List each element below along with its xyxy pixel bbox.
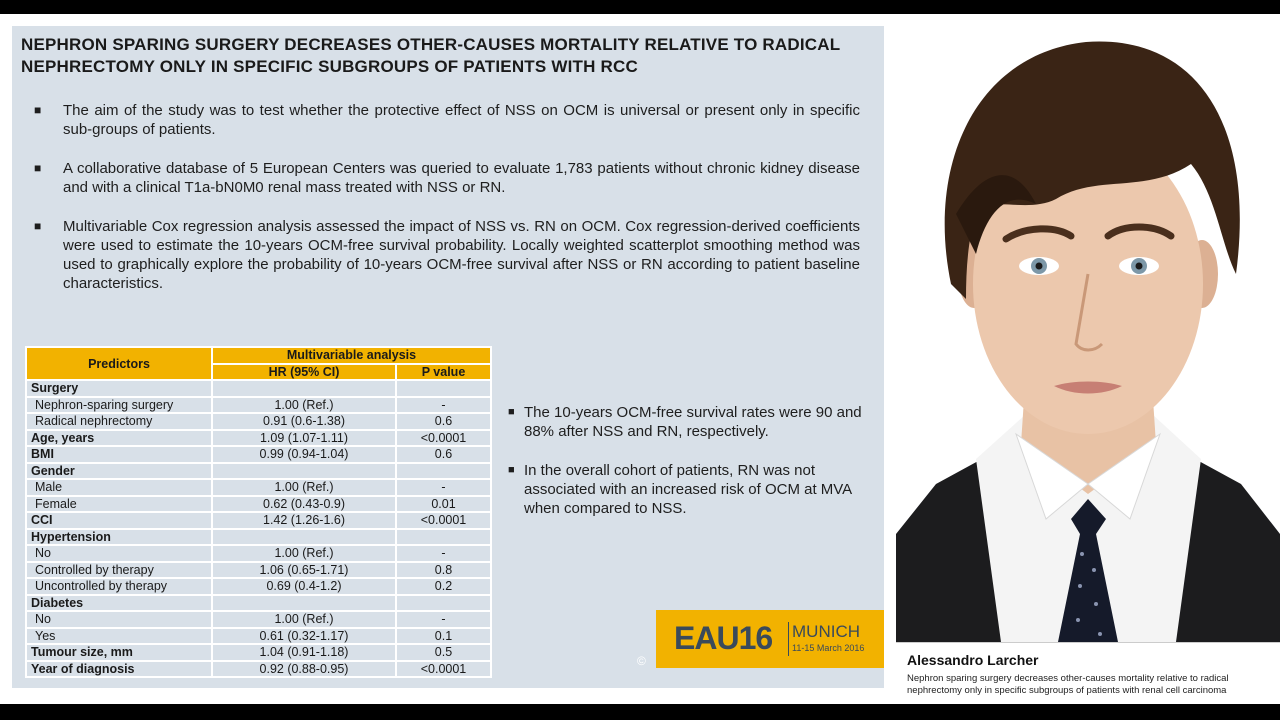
table-row [26, 595, 491, 612]
logo-city: MUNICH [792, 622, 860, 641]
presenter-name: Alessandro Larcher [907, 652, 1039, 668]
video-frame [0, 14, 1280, 704]
hr-cell [212, 529, 396, 546]
predictor-cell: Diabetes [26, 595, 212, 612]
small-square-bullet-icon: ■ [508, 464, 515, 476]
predictor-cell: No [26, 611, 212, 628]
predictor-cell: CCI [26, 512, 212, 529]
table-row [26, 578, 491, 595]
hr-cell: 1.00 (Ref.) [212, 611, 396, 628]
multivariable-analysis-table [25, 346, 492, 678]
table-row [26, 545, 491, 562]
result-text: In the overall cohort of patients, RN was not associated with an increased risk of OCM at MVA when compared to NSS. [524, 462, 852, 517]
header-multivariable-analysis: Multivariable analysis [212, 347, 491, 364]
hr-cell: 0.69 (0.4-1.2) [212, 578, 396, 595]
predictor-cell: Radical nephrectomy [26, 413, 212, 430]
predictor-cell: Year of diagnosis [26, 661, 212, 678]
p-value-cell [396, 463, 491, 480]
p-value-cell [396, 380, 491, 397]
square-bullet-icon: ■ [34, 103, 42, 117]
table-row [26, 562, 491, 579]
logo-dates: 11-15 March 2016 [792, 643, 865, 653]
p-value-cell: <0.0001 [396, 430, 491, 447]
predictor-cell: Surgery [26, 380, 212, 397]
p-value-cell: - [396, 611, 491, 628]
hr-cell: 1.06 (0.65-1.71) [212, 562, 396, 579]
p-value-cell [396, 595, 491, 612]
presenter-portrait-image [896, 14, 1280, 642]
bullet-item [34, 101, 860, 139]
table-row [26, 413, 491, 430]
table-row [26, 430, 491, 447]
table-row [26, 529, 491, 546]
p-value-cell: 0.01 [396, 496, 491, 513]
predictor-cell: Male [26, 479, 212, 496]
predictor-cell: No [26, 545, 212, 562]
intro-bullet-list [34, 101, 860, 313]
hr-cell: 0.99 (0.94-1.04) [212, 446, 396, 463]
table-row [26, 380, 491, 397]
predictor-cell: Yes [26, 628, 212, 645]
copyright-mark: © [637, 654, 646, 668]
logo-divider [788, 622, 789, 656]
table-row [26, 628, 491, 645]
square-bullet-icon: ■ [34, 219, 42, 233]
table-row [26, 463, 491, 480]
bullet-item [34, 159, 860, 197]
hr-cell: 1.00 (Ref.) [212, 397, 396, 414]
p-value-cell: 0.6 [396, 413, 491, 430]
table-row [26, 611, 491, 628]
results-bullet-list [508, 403, 868, 538]
predictor-cell: Tumour size, mm [26, 644, 212, 661]
p-value-cell: 0.5 [396, 644, 491, 661]
presenter-caption [896, 642, 1280, 704]
header-predictors: Predictors [26, 347, 212, 380]
hr-cell: 1.04 (0.91-1.18) [212, 644, 396, 661]
presenter-photo [896, 14, 1280, 642]
table-row [26, 479, 491, 496]
p-value-cell: 0.1 [396, 628, 491, 645]
p-value-cell: 0.2 [396, 578, 491, 595]
result-item [508, 461, 868, 518]
hr-cell: 0.91 (0.6-1.38) [212, 413, 396, 430]
hr-cell: 1.42 (1.26-1.6) [212, 512, 396, 529]
p-value-cell: <0.0001 [396, 512, 491, 529]
presentation-slide [12, 26, 884, 688]
hr-cell: 1.00 (Ref.) [212, 479, 396, 496]
predictor-cell: Female [26, 496, 212, 513]
bullet-item [34, 217, 860, 293]
predictor-cell: Hypertension [26, 529, 212, 546]
logo-eau-text: EAU16 [674, 620, 773, 656]
table-row [26, 661, 491, 678]
table-row [26, 644, 491, 661]
bullet-text: Multivariable Cox regression analysis assessed the impact of NSS vs. RN on OCM. Cox regression-derived coefficients were used to estimate the 10-years OCM-free survival probability. Locally weighted scatterplot smoothing method was used to graphically explore the probability of 10-years OCM-free survival after NSS or RN according to patient baseline characteristics. [63, 218, 860, 292]
hr-cell: 0.61 (0.32-1.17) [212, 628, 396, 645]
table-row [26, 397, 491, 414]
table-row [26, 512, 491, 529]
p-value-cell: <0.0001 [396, 661, 491, 678]
hr-cell [212, 595, 396, 612]
predictor-cell: Controlled by therapy [26, 562, 212, 579]
bullet-text: A collaborative database of 5 European Centers was queried to evaluate 1,783 patients without chronic kidney disease and with a clinical T1a-bN0M0 renal mass treated with NSS or RN. [63, 160, 860, 196]
header-hr: HR (95% CI) [212, 364, 396, 381]
bullet-text: The aim of the study was to test whether the protective effect of NSS on OCM is universal or present only in specific sub-groups of patients. [63, 102, 860, 138]
header-p-value: P value [396, 364, 491, 381]
p-value-cell [396, 529, 491, 546]
predictor-cell: Gender [26, 463, 212, 480]
result-text: The 10-years OCM-free survival rates were 90 and 88% after NSS and RN, respectively. [524, 404, 862, 440]
p-value-cell: - [396, 397, 491, 414]
hr-cell: 0.62 (0.43-0.9) [212, 496, 396, 513]
slide-title: NEPHRON SPARING SURGERY DECREASES OTHER-CAUSES MORTALITY RELATIVE TO RADICAL NEPHRECTOMY ONLY IN SPECIFIC SUBGROUPS OF PATIENTS WITH RCC [21, 35, 840, 76]
eau16-munich-logo [656, 610, 884, 668]
predictor-cell: Uncontrolled by therapy [26, 578, 212, 595]
predictor-cell: BMI [26, 446, 212, 463]
result-item [508, 403, 868, 441]
hr-cell [212, 380, 396, 397]
p-value-cell: 0.6 [396, 446, 491, 463]
square-bullet-icon: ■ [34, 161, 42, 175]
table-row [26, 496, 491, 513]
hr-cell: 0.92 (0.88-0.95) [212, 661, 396, 678]
p-value-cell: - [396, 479, 491, 496]
table-row [26, 446, 491, 463]
table-body [26, 380, 491, 677]
predictor-cell: Age, years [26, 430, 212, 447]
small-square-bullet-icon: ■ [508, 406, 515, 418]
hr-cell: 1.00 (Ref.) [212, 545, 396, 562]
p-value-cell: - [396, 545, 491, 562]
p-value-cell: 0.8 [396, 562, 491, 579]
predictor-cell: Nephron-sparing surgery [26, 397, 212, 414]
hr-cell [212, 463, 396, 480]
presentation-description: Nephron sparing surgery decreases other-causes mortality relative to radical nephrectomy only in specific subgroups of patients with renal cell carcinoma [907, 673, 1229, 696]
hr-cell: 1.09 (1.07-1.11) [212, 430, 396, 447]
